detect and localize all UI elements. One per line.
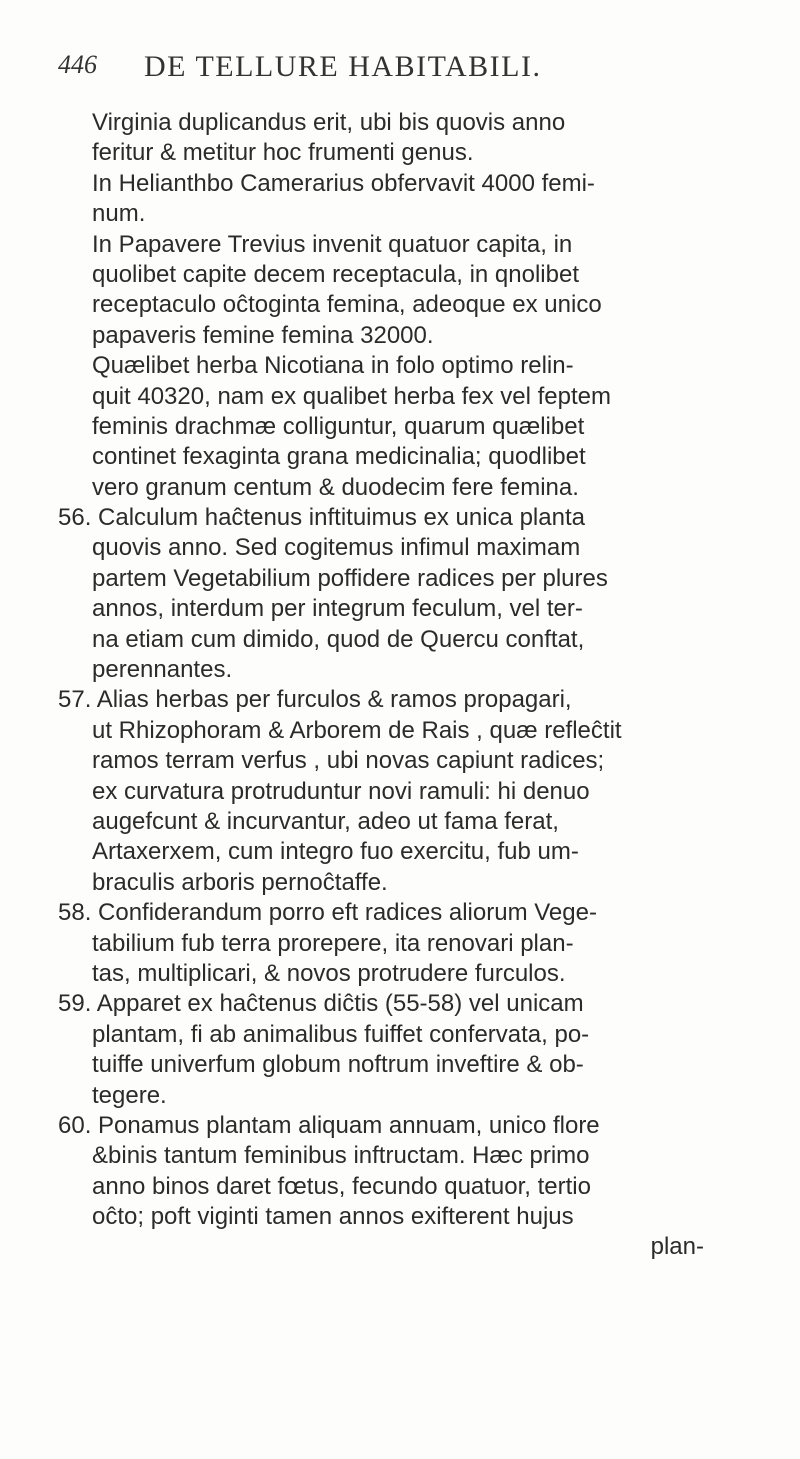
text-line: plan- xyxy=(650,1233,704,1261)
text-line: na etiam cum dimido, quod de Quercu conftat, xyxy=(92,625,585,653)
text-line: 60. Ponamus plantam aliquam annuam, unico flore xyxy=(58,1111,600,1139)
text-line: vero granum centum & duodecim fere femina. xyxy=(92,473,579,501)
text-line: tuiffe univerfum globum noftrum inveftire & ob- xyxy=(92,1051,584,1079)
text-line: num. xyxy=(92,200,146,228)
text-line: Artaxerxem, cum integro fuo exercitu, fub um- xyxy=(92,838,579,866)
text-line: ramos terram verfus , ubi novas capiunt radices; xyxy=(92,747,605,775)
text-line: quolibet capite decem receptacula, in qnolibet xyxy=(92,260,579,288)
text-line: augefcunt & incurvantur, adeo ut fama ferat, xyxy=(92,807,559,835)
text-line: 58. Confiderandum porro eft radices aliorum Vege- xyxy=(58,899,597,927)
text-line: feritur & metitur hoc frumenti genus. xyxy=(92,139,474,167)
text-line: tegere. xyxy=(92,1081,167,1109)
text-line: partem Vegetabilium poffidere radices per plures xyxy=(92,564,608,592)
text-line: plantam, fi ab animalibus fuiffet confervata, po- xyxy=(92,1020,590,1048)
text-line: receptaculo oĉtoginta femina, adeoque ex unico xyxy=(92,291,602,319)
page-number: 446 xyxy=(58,50,97,79)
text-line: Quælibet herba Nicotiana in folo optimo relin- xyxy=(92,352,574,380)
text-line: 56. Calculum haĉtenus inftituimus ex unica planta xyxy=(58,504,585,532)
text-line: &binis tantum feminibus inftructam. Hæc primo xyxy=(92,1142,590,1170)
text-line: In Helianthbo Camerarius obfervavit 4000 femi- xyxy=(92,169,595,197)
text-line: anno binos daret fœtus, fecundo quatuor, tertio xyxy=(92,1172,591,1200)
text-line: In Papavere Trevius invenit quatuor capita, in xyxy=(92,230,573,258)
text-line: feminis drachmæ colliguntur, quarum quælibet xyxy=(92,412,585,440)
text-line: tabilium fub terra prorepere, ita renovari plan- xyxy=(92,929,574,957)
body-text xyxy=(58,108,758,1263)
text-line: quovis anno. Sed cogitemus infimul maximam xyxy=(92,534,581,562)
text-line: oĉto; poft viginti tamen annos exifterent hujus xyxy=(92,1203,574,1231)
text-line: continet fexaginta grana medicinalia; quodlibet xyxy=(92,443,586,471)
running-title: DE TELLURE HABITABILI. xyxy=(144,50,542,83)
text-line: Virginia duplicandus erit, ubi bis quovis anno xyxy=(92,109,566,136)
text-line: 57. Alias herbas per furculos & ramos propagari, xyxy=(58,686,572,714)
text-line: ut Rhizophoram & Arborem de Rais , quæ refleĉtit xyxy=(92,716,622,744)
text-line: quit 40320, nam ex qualibet herba fex vel feptem xyxy=(92,382,611,410)
text-line: papaveris femine femina 32000. xyxy=(92,321,434,349)
text-line: annos, interdum per integrum feculum, vel ter- xyxy=(92,595,583,623)
text-line: perennantes. xyxy=(92,656,233,684)
text-line: 59. Apparet ex haĉtenus diĉtis (55-58) vel unicam xyxy=(58,990,584,1018)
text-line: braculis arboris pernoĉtaffe. xyxy=(92,868,388,896)
text-line: tas, multiplicari, & novos protrudere furculos. xyxy=(92,959,566,987)
text-line: ex curvatura protruduntur novi ramuli: hi denuo xyxy=(92,777,590,805)
